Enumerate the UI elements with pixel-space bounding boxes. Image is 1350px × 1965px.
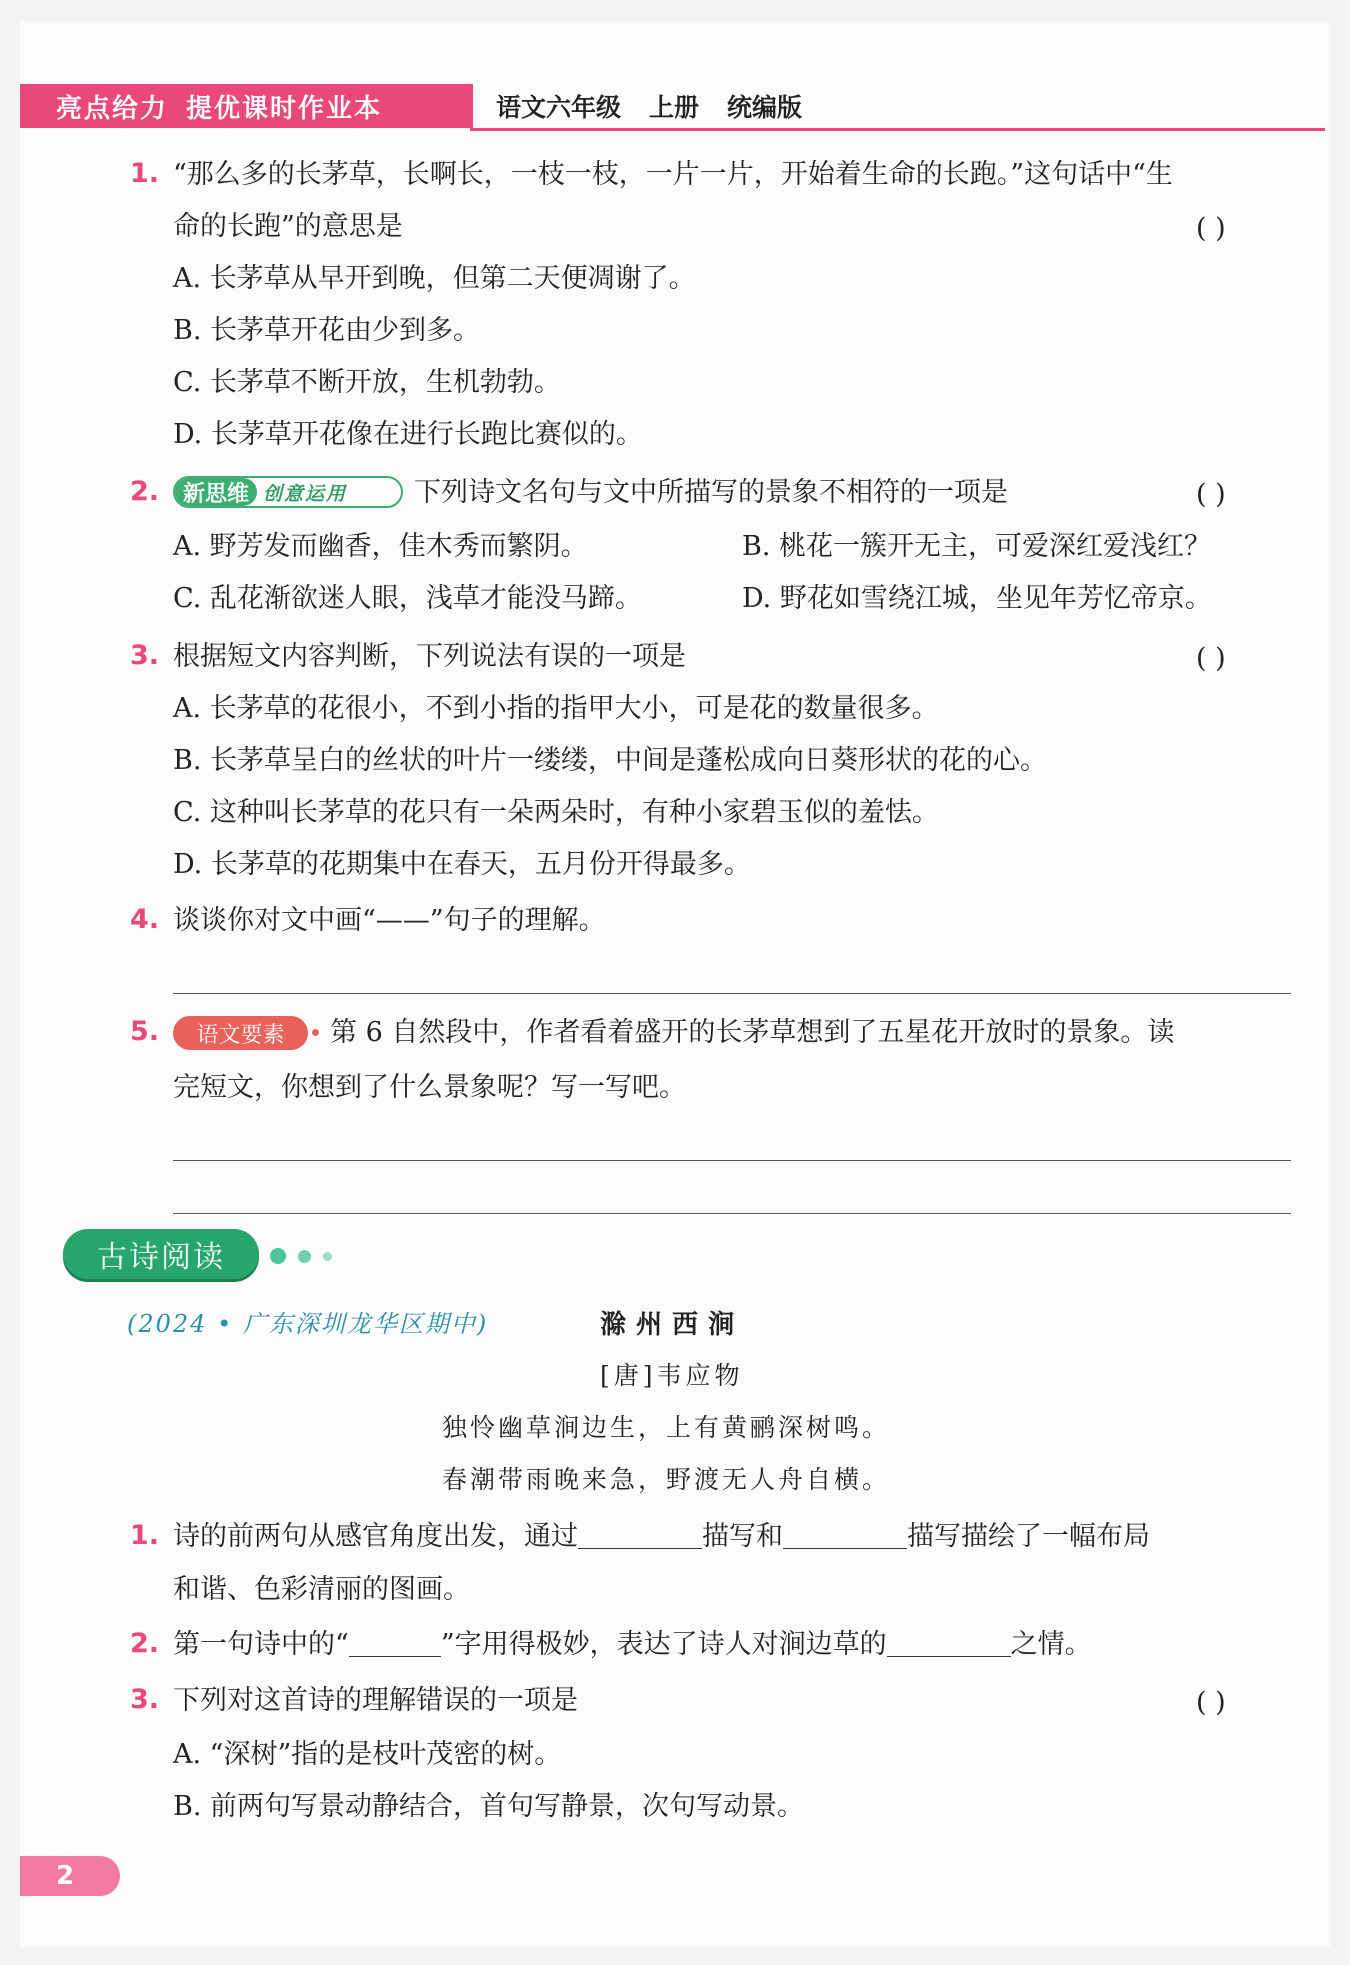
- question-text-part: ”字用得极妙，表达了诗人对涧边草的: [440, 1629, 887, 1660]
- option: D. 野花如雪绕江城，坐见年芳忆帝京。: [742, 583, 1212, 614]
- language-element-tag: 语文要素: [173, 1016, 308, 1050]
- question-number: 3.: [130, 1684, 160, 1715]
- question-number: 2.: [130, 476, 160, 507]
- poem-line: 春潮带雨晚来急，野渡无人舟自横。: [442, 1465, 891, 1494]
- answer-line[interactable]: [173, 1213, 1291, 1214]
- fill-blank[interactable]: [887, 1628, 1011, 1657]
- option: A. 野芳发而幽香，佳木秀而繁阴。: [173, 531, 588, 562]
- decor-dot: [298, 1250, 311, 1263]
- question-text: [173, 1520, 1150, 1554]
- question-text: 命的长跑”的意思是: [173, 211, 403, 242]
- option: B. 前两句写景动静结合，首句写静景，次句写动景。: [173, 1791, 805, 1822]
- question-text-part: 描写描绘了一幅布局: [907, 1521, 1150, 1552]
- question-text-part: 诗的前两句从感官角度出发，通过: [173, 1521, 578, 1552]
- option: A. “深树”指的是枝叶茂密的树。: [173, 1739, 562, 1770]
- header-brand: [56, 88, 400, 125]
- volume: 上册: [649, 93, 700, 122]
- question-text: 下列诗文名句与文中所描写的景象不相符的一项是: [414, 477, 1008, 508]
- decor-dot: [323, 1252, 332, 1261]
- subject: 语文六年级: [496, 93, 622, 122]
- question-number: 5.: [130, 1016, 160, 1047]
- question-text: 和谐、色彩清丽的图画。: [173, 1574, 470, 1605]
- option: C. 长茅草不断开放，生机勃勃。: [173, 367, 561, 398]
- question-text-part: 描写和: [702, 1521, 783, 1552]
- fill-blank[interactable]: [578, 1520, 702, 1549]
- question-text: 根据短文内容判断，下列说法有误的一项是: [173, 641, 686, 672]
- header-rule: [470, 128, 1325, 131]
- answer-line[interactable]: [173, 1160, 1291, 1161]
- fill-blank[interactable]: [783, 1520, 907, 1549]
- tag-sub: 创意运用: [263, 482, 348, 505]
- poem-title: 滁州西涧: [600, 1310, 745, 1340]
- answer-line[interactable]: [173, 993, 1291, 994]
- question-text: 第 6 自然段中，作者看着盛开的长茅草想到了五星花开放时的景象。读: [330, 1017, 1175, 1048]
- question-text: 完短文，你想到了什么景象呢？写一写吧。: [173, 1072, 686, 1103]
- fill-blank[interactable]: [349, 1628, 441, 1657]
- page-number: 2: [20, 1856, 120, 1896]
- question-number: 1.: [130, 1520, 160, 1551]
- option: C. 这种叫长茅草的花只有一朵两朵时，有种小家碧玉似的羞怯。: [173, 797, 939, 828]
- option: A. 长茅草从早开到晚，但第二天便凋谢了。: [173, 263, 696, 294]
- poem-line: 独怜幽草涧边生，上有黄鹂深树鸣。: [442, 1413, 891, 1442]
- tag-main: 新思维: [175, 478, 257, 506]
- series-name: 提优课时作业本: [186, 94, 383, 124]
- new-thinking-tag: [173, 476, 403, 508]
- answer-paren[interactable]: ( ): [1196, 1687, 1226, 1718]
- question-text-part: 之情。: [1010, 1629, 1092, 1660]
- question-number: 1.: [130, 158, 160, 189]
- option: B. 桃花一簇开无主，可爱深红爱浅红？: [742, 531, 1212, 562]
- answer-paren[interactable]: ( ): [1196, 643, 1226, 674]
- question-number: 2.: [130, 1628, 160, 1659]
- question-text: 下列对这首诗的理解错误的一项是: [173, 1685, 578, 1716]
- brand-name: 亮点给力: [56, 94, 169, 124]
- question-text: [173, 1628, 1092, 1662]
- poem-source: (2024 • 广东深圳龙华区期中): [127, 1310, 489, 1338]
- option: C. 乱花渐欲迷人眼，浅草才能没马蹄。: [173, 583, 642, 614]
- answer-paren[interactable]: ( ): [1196, 213, 1226, 244]
- question-text: “那么多的长茅草，长啊长，一枝一枝，一片一片，开始着生命的长跑。”这句话中“生: [173, 159, 1173, 190]
- question-text-part: 第一句诗中的“: [173, 1629, 349, 1660]
- option: A. 长茅草的花很小，不到小指的指甲大小，可是花的数量很多。: [173, 693, 939, 724]
- question-number: 4.: [130, 904, 160, 935]
- answer-paren[interactable]: ( ): [1196, 479, 1226, 510]
- header-meta: [496, 88, 830, 124]
- question-number: 3.: [130, 640, 160, 671]
- option: B. 长茅草呈白的丝状的叶片一缕缕，中间是蓬松成向日葵形状的花的心。: [173, 745, 1048, 776]
- question-text: 谈谈你对文中画“——”句子的理解。: [173, 905, 606, 936]
- tag-dot: [312, 1029, 319, 1036]
- section-title-ancient-poetry: 古诗阅读: [63, 1229, 259, 1279]
- option: B. 长茅草开花由少到多。: [173, 315, 481, 346]
- header-band-notch: [440, 84, 470, 128]
- poem-author: [唐]韦应物: [600, 1361, 744, 1390]
- option: D. 长茅草的花期集中在春天，五月份开得最多。: [173, 849, 751, 880]
- option: D. 长茅草开花像在进行长跑比赛似的。: [173, 419, 643, 450]
- edition: 统编版: [727, 93, 803, 122]
- decor-dot: [270, 1248, 286, 1264]
